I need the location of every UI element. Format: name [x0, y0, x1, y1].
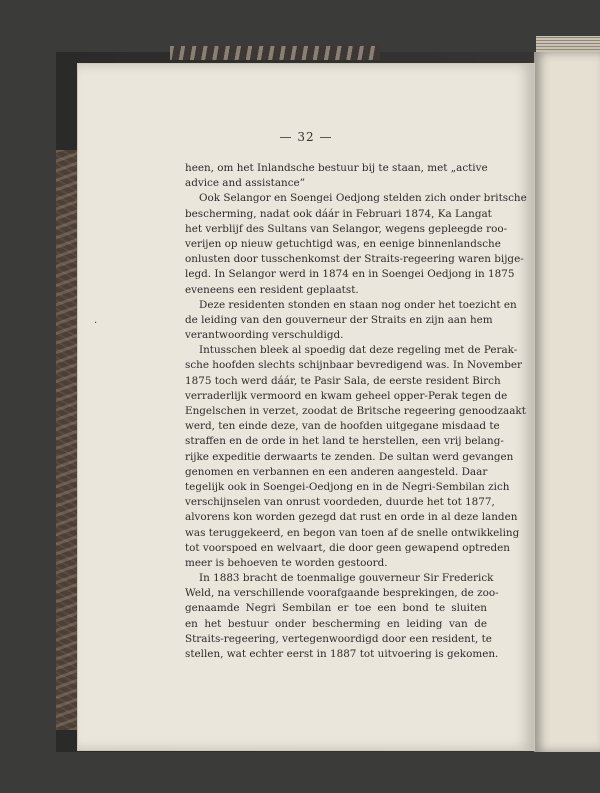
text-line: straffen en de orde in het land te herstellen, een vrij belang-: [185, 435, 504, 448]
text-line: werd, ten einde deze, van de hoofden uitgegane misdaad te: [185, 420, 500, 433]
text-line: stellen, wat echter eerst in 1887 tot uitvoering is gekomen.: [185, 648, 499, 660]
text-line: tot voorspoed en welvaart, die door geen gewapend optreden: [185, 541, 510, 554]
text-line: In 1883 bracht de toenmalige gouverneur Sir Frederick: [199, 572, 494, 585]
page-number: — 32 —: [279, 130, 333, 144]
text-line: verantwoording verschuldigd.: [185, 329, 344, 342]
text-line: de leiding van den gouverneur der Straits en zijn aan hem: [185, 313, 493, 326]
marbled-endpaper: [56, 150, 78, 730]
text-line: Intusschen bleek al spoedig dat deze regeling met de Perak-: [199, 344, 518, 357]
text-line: Engelschen in verzet, zoodat de Britsche regeering genoodzaakt: [185, 405, 526, 417]
text-line: bescherming, nadat ook dáár in Februari 1874, Ka Langat: [185, 207, 492, 220]
margin-mark: ·: [94, 318, 98, 329]
text-line: 1875 toch werd dáár, te Pasir Sala, de eerste resident Birch: [185, 374, 501, 387]
text-line: Weld, na verschillende voorafgaande besprekingen, de zoo-: [185, 587, 499, 600]
book-page: [78, 64, 534, 750]
text-line: meer is behoeven te worden gestoord.: [185, 556, 388, 569]
text-line: het verblijf des Sultans van Selangor, wegens gepleegde roo-: [185, 222, 508, 235]
text-line: was teruggekeerd, en begon van toen af de snelle ontwikkeling: [185, 526, 520, 539]
text-line: sche hoofden slechts schijnbaar bevredigend was. In November: [185, 359, 522, 372]
text-line: Straits-regeering, vertegenwoordigd door een resident, te: [185, 632, 492, 645]
text-line: verijen op nieuw getuchtigd was, en eenige binnenlandsche: [185, 237, 501, 250]
text-line: genomen en verbannen en een anderen aangesteld. Daar: [185, 465, 488, 478]
text-line: legd. In Selangor werd in 1874 en in Soengei Oedjong in 1875: [185, 268, 515, 281]
text-line: verraderlijk vermoord en kwam geheel opper-Perak tegen de: [185, 389, 508, 402]
text-line: advice and assistance”: [185, 177, 306, 190]
text-line: genaamde Negri Sembilan er toe een bond te sluiten: [185, 602, 487, 615]
marbled-edge-top: [170, 46, 380, 60]
text-line: Deze residenten stonden en staan nog onder het toezicht en: [199, 298, 517, 311]
text-line: heen, om het Inlandsche bestuur bij te staan, met „active: [185, 162, 488, 174]
text-line: en het bestuur onder bescherming en leiding van de: [185, 617, 487, 630]
text-line: Ook Selangor en Soengei Oedjong stelden zich onder britsche: [199, 192, 527, 205]
text-line: rijke expeditie derwaarts te zenden. De sultan werd gevangen: [185, 450, 514, 463]
text-line: alvorens kon worden gezegd dat rust en orde in al deze landen: [185, 511, 518, 524]
text-line: tegelijk ook in Soengei-Oedjong en in de Negri-Sembilan zich: [185, 480, 510, 493]
text-line: eveneens een resident geplaatst.: [185, 283, 359, 296]
facing-page: [534, 52, 600, 752]
text-line: verschijnselen van onrust voordeden, duurde het tot 1877,: [185, 496, 495, 509]
page-body-text: [185, 161, 527, 662]
text-line: onlusten door tusschenkomst der Straits-regeering waren bijge-: [185, 253, 524, 266]
